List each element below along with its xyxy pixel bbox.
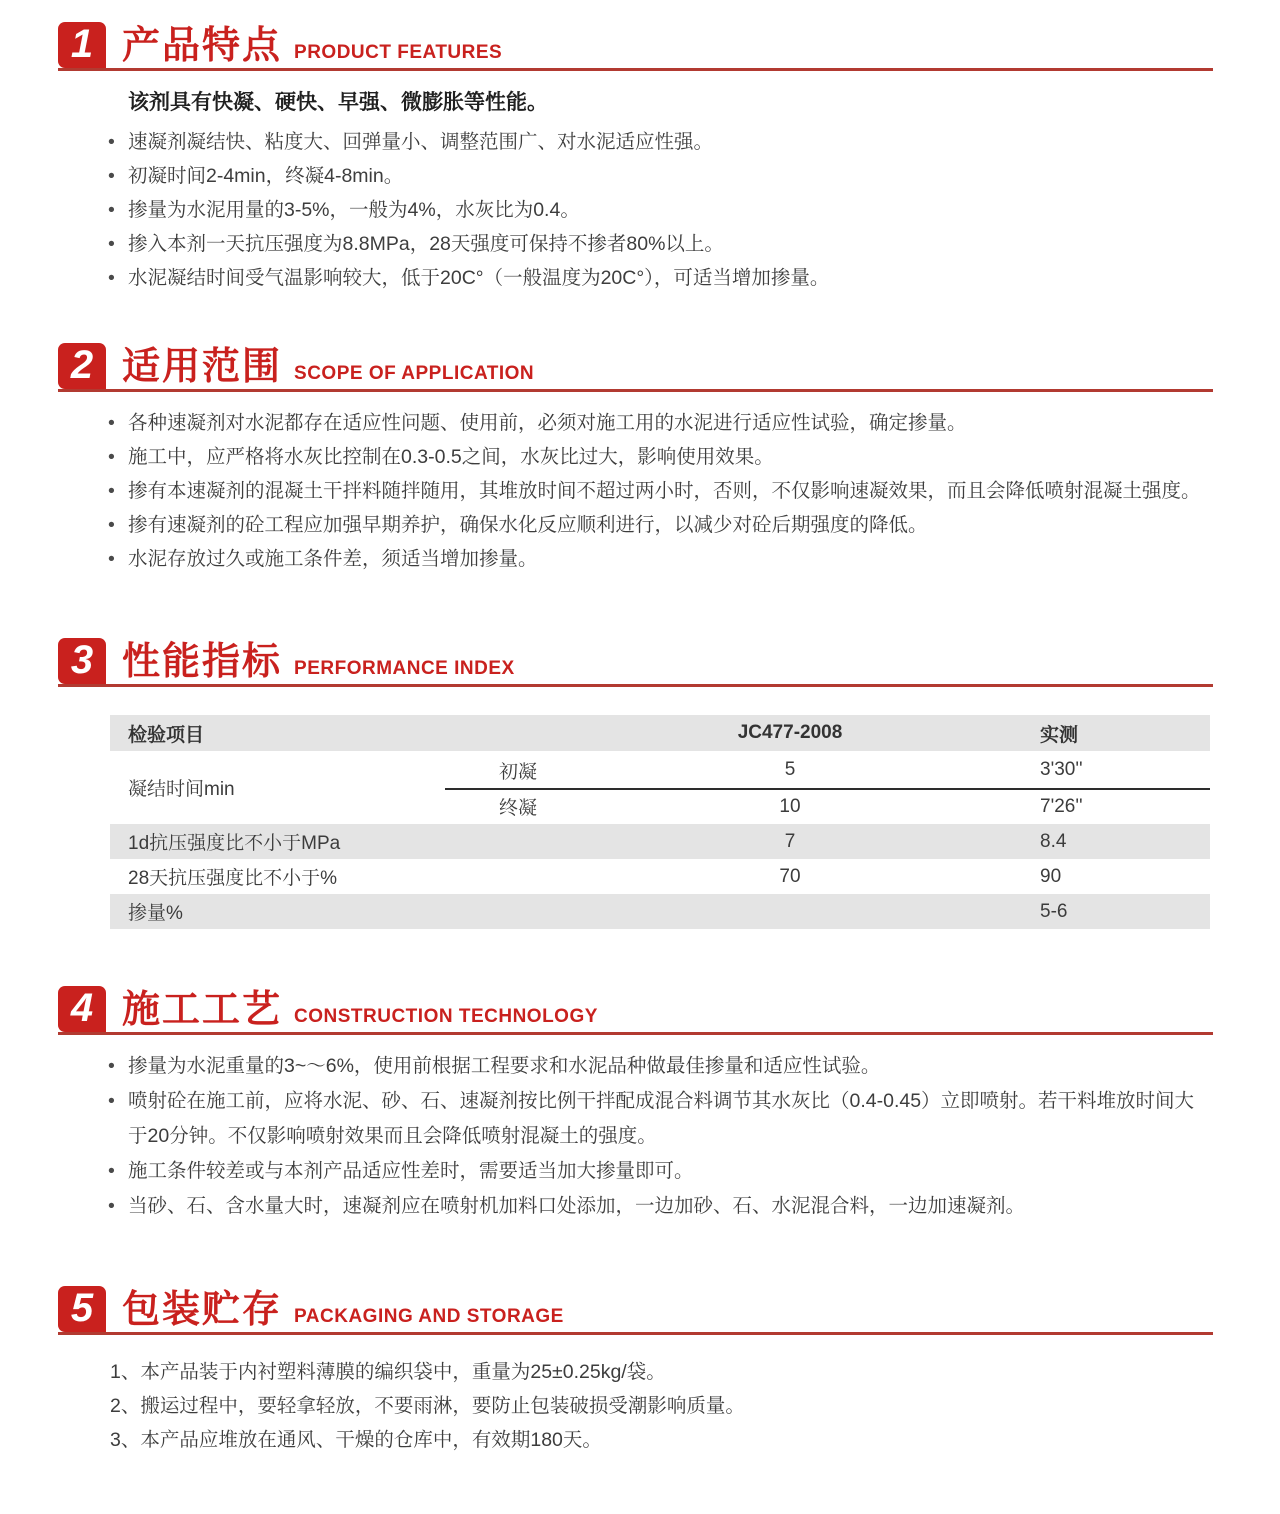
bullet-item: • 速凝剂凝结快、粘度大、回弹量小、调整范围广、对水泥适应性强。 (106, 125, 1213, 159)
section-header (58, 986, 1213, 1035)
bullet-item: • 喷射砼在施工前，应将水泥、砂、石、速凝剂按比例干拌配成混合料调节其水灰比（0.4-0.45）立即喷射。若干料堆放时间大于20分钟。不仅影响喷射效果而且会降低喷射混凝土的强度。 (106, 1084, 1213, 1154)
table-header-measured: 实测 (1040, 724, 1079, 746)
numbered-item: 3、本产品应堆放在通风、干燥的仓库中，有效期180天。 (110, 1429, 602, 1451)
section-packaging-storage (58, 1286, 1213, 1457)
section-scope-of-application (58, 343, 1213, 576)
bullet-item: • 施工条件较差或与本剂产品适应性差时，需要适当加大掺量即可。 (106, 1154, 1213, 1189)
section-title-zh: 包装贮存 (122, 1289, 283, 1331)
table-cell-item: 28天抗压强度比不小于% (128, 868, 338, 889)
bullet-item: • 初凝时间2-4min，终凝4-8min。 (106, 159, 1213, 193)
table-cell-measured: 5-6 (1040, 900, 1068, 922)
table-cell-item: 掺量% (128, 903, 183, 924)
section-title-en: CONSTRUCTION TECHNOLOGY (294, 1006, 598, 1027)
table-cell-measured: 7'26'' (1040, 795, 1083, 817)
setting-time-row-group (110, 751, 1210, 824)
table-cell-standard: 5 (784, 759, 796, 780)
section-product-features (58, 22, 1213, 295)
bullet-item: • 当砂、石、含水量大时，速凝剂应在喷射机加料口处添加，一边加砂、石、水泥混合料，一边加速凝剂。 (106, 1189, 1213, 1224)
section-header (58, 22, 1213, 71)
section-title-en: PERFORMANCE INDEX (294, 658, 515, 679)
section-title-zh: 性能指标 (122, 641, 283, 683)
table-cell-standard: 10 (779, 795, 801, 817)
section-number-badge: 2 (58, 343, 106, 389)
table-header-item: 检验项目 (128, 724, 205, 746)
section-title-en: SCOPE OF APPLICATION (294, 363, 535, 384)
table-cell-measured: 8.4 (1040, 830, 1067, 852)
table-cell-standard: 70 (779, 865, 801, 887)
numbered-item: 1、本产品装于内衬塑料薄膜的编织袋中，重量为25±0.25kg/袋。 (110, 1361, 666, 1383)
table-cell-sub: 初凝 (499, 761, 538, 783)
section-construction-technology (58, 986, 1213, 1224)
bullet-item: • 掺有速凝剂的砼工程应加强早期养护，确保水化反应顺利进行，以减少对砼后期强度的降低。 (106, 508, 1213, 542)
section-title-en: PACKAGING AND STORAGE (294, 1306, 564, 1327)
table-row (110, 824, 1210, 859)
table-cell-sub: 终凝 (499, 798, 538, 819)
section-header (58, 1286, 1213, 1335)
bullet-item: • 掺入本剂一天抗压强度为8.8MPa，28天强度可保持不掺者80%以上。 (106, 227, 1213, 261)
table-header-standard: JC477-2008 (737, 722, 843, 743)
section-header (58, 343, 1213, 392)
bullet-item: • 各种速凝剂对水泥都存在适应性问题、使用前，必须对施工用的水泥进行适应性试验，确定掺量。 (106, 406, 1213, 440)
section-title-zh: 产品特点 (122, 25, 283, 67)
bullet-item: • 施工中，应严格将水灰比控制在0.3-0.5之间，水灰比过大，影响使用效果。 (106, 440, 1213, 474)
table-inner-divider (445, 788, 1210, 790)
table-header-row (110, 715, 1210, 751)
bullet-item: • 掺量为水泥用量的3-5%，一般为4%，水灰比为0.4。 (106, 193, 1213, 227)
table-row (110, 894, 1210, 929)
bullet-item: • 掺有本速凝剂的混凝土干拌料随拌随用，其堆放时间不超过两小时，否则，不仅影响速凝效果，而且会降低喷射混凝土强度。 (106, 474, 1213, 508)
table-row (110, 859, 1210, 894)
section-title-zh: 适用范围 (122, 346, 283, 388)
section-header (58, 638, 1213, 687)
table-cell-standard: 7 (784, 830, 796, 852)
section-title-en: PRODUCT FEATURES (294, 42, 503, 63)
section-title-zh: 施工工艺 (122, 989, 283, 1031)
section-performance-index (58, 638, 1213, 929)
numbered-item: 2、搬运过程中，要轻拿轻放，不要雨淋，要防止包装破损受潮影响质量。 (110, 1395, 745, 1417)
table-cell-measured: 3'30'' (1040, 759, 1083, 780)
section-number-badge: 3 (58, 638, 106, 684)
bullet-item: • 水泥凝结时间受气温影响较大，低于20C°（一般温度为20C°），可适当增加掺量。 (106, 261, 1213, 295)
features-intro-text: 该剂具有快凝、硬快、早强、微膨胀等性能。 (128, 91, 548, 114)
packaging-numbered-list (110, 1355, 1213, 1457)
scope-bullet-list (106, 406, 1213, 576)
performance-table (110, 715, 1210, 929)
bullet-item: • 水泥存放过久或施工条件差，须适当增加掺量。 (106, 542, 1213, 576)
section-number-badge: 1 (58, 22, 106, 68)
features-bullet-list (106, 125, 1213, 295)
table-cell-measured: 90 (1040, 865, 1062, 887)
table-cell-item: 1d抗压强度比不小于MPa (128, 833, 341, 854)
construction-bullet-list (106, 1049, 1213, 1224)
table-cell-item: 凝结时间min (128, 779, 235, 800)
section-number-badge: 5 (58, 1286, 106, 1332)
bullet-item: • 掺量为水泥重量的3~～6%，使用前根据工程要求和水泥品种做最佳掺量和适应性试验。 (106, 1049, 1213, 1084)
section-number-badge: 4 (58, 986, 106, 1032)
